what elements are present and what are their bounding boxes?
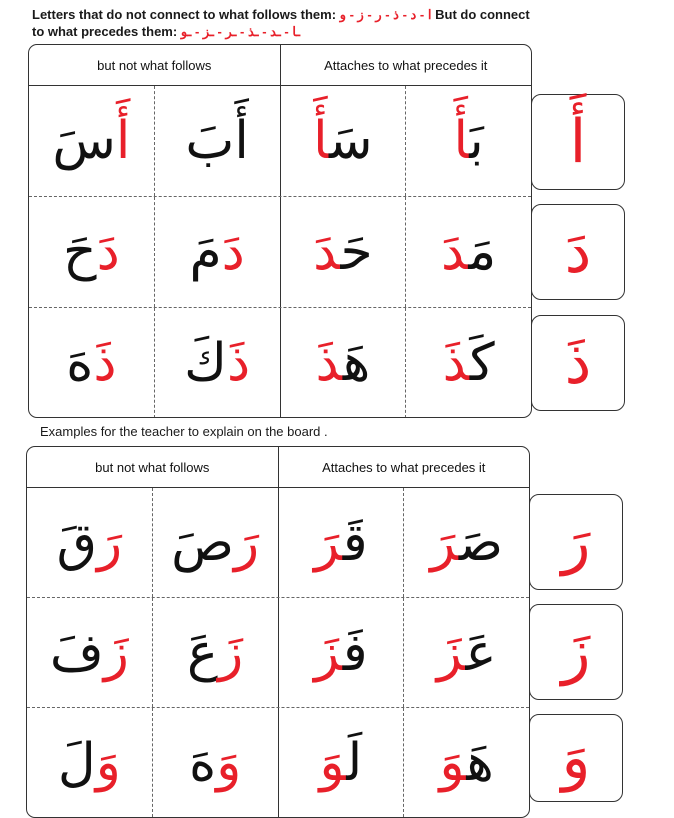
arabic-word	[188, 732, 242, 793]
highlighted-letter: دَ	[313, 222, 341, 282]
word-cell	[403, 598, 529, 707]
table-row	[29, 196, 531, 307]
highlighted-letter: وَ	[439, 732, 467, 793]
highlighted-letter: دَ	[441, 222, 469, 282]
arabic-word	[66, 333, 117, 393]
letters-precede: ـا - ـد - ـذ - ـر - ـز - ـو	[180, 24, 301, 39]
arabic-word	[436, 622, 497, 683]
highlighted-letter: أَ	[115, 111, 131, 171]
word-cell	[154, 86, 280, 196]
table-row	[27, 488, 529, 597]
letter: بَ	[185, 111, 235, 171]
highlighted-letter: رَ	[234, 512, 260, 573]
table-row	[27, 597, 529, 707]
arabic-word	[313, 222, 373, 282]
header-not-follows: but not what follows	[95, 459, 210, 475]
word-cell	[278, 488, 404, 597]
arabic-word	[187, 622, 244, 683]
table-row	[29, 307, 531, 418]
letters-no-follow: ا - د - ذ - ر - ز - و	[339, 7, 432, 22]
highlighted-letter: ذَ	[442, 333, 470, 393]
arabic-word	[442, 333, 495, 393]
side-letter-box: رَ	[529, 494, 623, 590]
highlighted-letter: رَ	[96, 512, 123, 573]
word-cell	[152, 488, 278, 597]
arabic-word	[314, 512, 368, 573]
letter: سَ	[52, 111, 116, 171]
side-letter-box: دَ	[531, 204, 625, 300]
letter: عَ	[465, 622, 497, 683]
table-row	[27, 707, 529, 817]
word-cell	[154, 308, 280, 418]
table-header	[27, 447, 529, 488]
side-letter-box: وَ	[529, 714, 623, 802]
arabic-word	[189, 222, 245, 282]
highlighted-letter: أَ	[453, 111, 470, 171]
highlighted-letter: زَ	[436, 622, 466, 683]
letter: لَ	[346, 732, 363, 793]
header-attaches-precedes: Attaches to what precedes it	[278, 447, 530, 487]
arabic-word	[184, 333, 251, 393]
highlighted-letter: رَ	[314, 512, 343, 573]
highlighted-letter: دَ	[96, 222, 120, 282]
letter: هَ	[342, 333, 371, 393]
intro-line1: Letters that do not connect to what follows them:	[32, 7, 337, 22]
header-not-follows: but not what follows	[97, 57, 212, 73]
arabic-word	[314, 622, 368, 683]
word-cell	[278, 598, 404, 707]
word-cell	[403, 708, 529, 817]
arabic-word	[171, 512, 260, 573]
word-cell	[280, 308, 406, 418]
letter: حَ	[63, 222, 97, 282]
word-cell	[405, 86, 531, 196]
arabic-word	[63, 222, 120, 282]
letter: فَ	[342, 622, 368, 683]
arabic-word	[439, 732, 494, 793]
highlighted-letter: وَ	[95, 732, 121, 793]
intro-line1-tail: But do connect	[435, 7, 530, 22]
word-cell	[280, 86, 406, 196]
word-cell	[152, 708, 278, 817]
highlighted-letter: زَ	[314, 622, 343, 683]
highlighted-letter: رَ	[430, 512, 459, 573]
arabic-word	[52, 111, 131, 171]
arabic-word	[56, 512, 123, 573]
side-letter-box: ذَ	[531, 315, 625, 411]
arabic-word	[313, 111, 373, 171]
letter: سَ	[329, 111, 373, 171]
highlighted-letter: زَ	[103, 622, 129, 683]
highlighted-letter: ذَ	[315, 333, 343, 393]
letter: أَ	[234, 111, 249, 171]
table-row	[29, 86, 531, 196]
word-cell	[280, 197, 406, 307]
letter: كَ	[469, 333, 495, 393]
letter: هَ	[188, 732, 217, 793]
word-cell	[154, 197, 280, 307]
word-cell	[405, 308, 531, 418]
highlighted-letter: أَ	[313, 111, 329, 171]
table-header	[29, 45, 531, 86]
highlighted-letter: دَ	[221, 222, 245, 282]
highlighted-letter: وَ	[319, 732, 347, 793]
letter: لَ	[57, 732, 96, 793]
arabic-word	[453, 111, 484, 171]
letter: بَ	[469, 111, 484, 171]
letter: هَ	[66, 333, 94, 393]
word-cell	[29, 197, 154, 307]
arabic-word	[441, 222, 497, 282]
letters-table-1	[28, 44, 532, 418]
letter: مَ	[468, 222, 497, 282]
highlighted-letter: ذَ	[93, 333, 117, 393]
letter: صَ	[171, 512, 234, 573]
word-cell	[403, 488, 529, 597]
word-cell	[27, 488, 152, 597]
word-cell	[152, 598, 278, 707]
highlighted-letter: ذَ	[226, 333, 251, 393]
highlighted-letter: زَ	[218, 622, 244, 683]
letter: صَ	[458, 512, 504, 573]
letter: هَ	[466, 732, 494, 793]
letter: كَ	[184, 333, 227, 393]
word-cell	[405, 197, 531, 307]
header-attaches-precedes: Attaches to what precedes it	[280, 45, 532, 85]
word-cell	[27, 598, 152, 707]
letters-table-2	[26, 446, 530, 818]
letter: حَ	[340, 222, 373, 282]
letter: قَ	[342, 512, 368, 573]
word-cell	[29, 308, 154, 418]
letter: مَ	[189, 222, 222, 282]
arabic-word	[319, 732, 363, 793]
side-letter-box: زَ	[529, 604, 623, 700]
letter: عَ	[187, 622, 219, 683]
examples-note: Examples for the teacher to explain on the board .	[40, 424, 328, 439]
letter: قَ	[56, 512, 97, 573]
word-cell	[29, 86, 154, 196]
letter: فَ	[49, 622, 104, 683]
arabic-word	[430, 512, 504, 573]
arabic-word	[57, 732, 121, 793]
arabic-word	[185, 111, 249, 171]
word-cell	[278, 708, 404, 817]
highlighted-letter: وَ	[216, 732, 242, 793]
arabic-word	[315, 333, 371, 393]
arabic-word	[49, 622, 129, 683]
intro-text	[32, 6, 552, 40]
word-cell	[27, 708, 152, 817]
side-letter-box: أَ	[531, 94, 625, 190]
intro-line2: to what precedes them:	[32, 24, 178, 39]
